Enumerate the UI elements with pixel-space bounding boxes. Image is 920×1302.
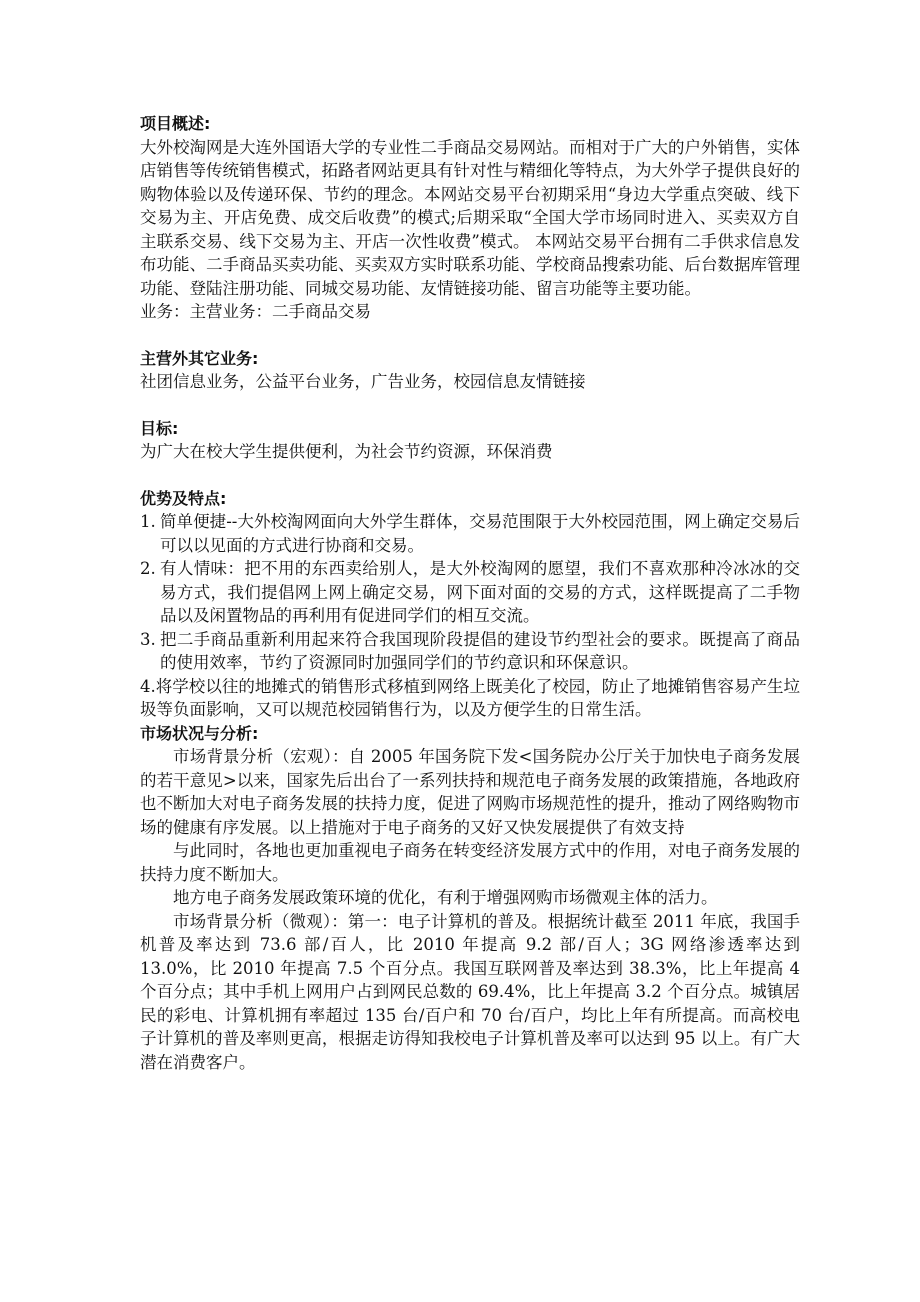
list-number: 1.: [140, 512, 156, 531]
market-heading: 市场状况与分析:: [140, 723, 259, 743]
other-business-heading: 主营外其它业务:: [140, 348, 259, 368]
other-business-body: 社团信息业务，公益平台业务，广告业务，校园信息友情链接: [140, 372, 586, 391]
list-item: [140, 510, 800, 557]
list-text: 简单便捷--大外校淘网面向大外学生群体，交易范围限于大外校园范围，网上确定交易后可以以见面的方式进行协商和交易。: [160, 512, 800, 555]
advantages-heading: 优势及特点:: [140, 488, 227, 508]
list-number: 3.: [140, 629, 156, 649]
list-item-4: 4.将学校以往的地摊式的销售形式移植到网络上既美化了校园，防止了地摊销售容易产生垃圾等负面影响，又可以规范校园销售行为，以及方便学生的日常生活。: [140, 676, 800, 719]
market-paragraph: 与此同时，各地也更加重视电子商务在转变经济发展方式中的作用，对电子商务发展的扶持力度不断加大。: [140, 841, 800, 884]
document-page: [140, 112, 800, 1074]
goal-heading: 目标:: [140, 418, 179, 438]
main-business: 业务：主营业务：二手商品交易: [140, 302, 371, 321]
overview-heading: 项目概述:: [140, 114, 211, 133]
list-text: 把二手商品重新利用起来符合我国现阶段提倡的建设节约型社会的要求。既提高了商品的使用效率，节约了资源同时加强同学们的节约意识和环保意识。: [160, 629, 800, 672]
list-text: 有人情味：把不用的东西卖给别人，是大外校淘网的愿望，我们不喜欢那种冷冰冰的交易方式，我们提倡网上网上确定交易，网下面对面的交易的方式，这样既提高了二手物品以及闲置物品的再利用有促进同学们的相互交流。: [160, 559, 800, 625]
spacer: [140, 394, 800, 417]
list-number: 2.: [140, 559, 156, 578]
overview-body: 大外校淘网是大连外国语大学的专业性二手商品交易网站。而相对于广大的户外销售，实体店销售等传统销售模式，拓路者网站更具有针对性与精细化等特点，为大外学子提供良好的购物体验以及传递环保、节约的理念。本网站交易平台初期采用“身边大学重点突破、线下交易为主、开店免费、成交后收费”的模式;后期采取“全国大学市场同时进入、买卖双方自主联系交易、线下交易为主、开店一次性收费”模式。 本网站交易平台拥有二手供求信息发布功能、二手商品买卖功能、买卖双方实时联系功能、学校商品搜索功能、后台数据库管理功能、登陆注册功能、同城交易功能、友情链接功能、留言功能等主要功能。: [140, 137, 800, 298]
spacer: [140, 464, 800, 487]
list-item: [140, 557, 800, 628]
list-item: [140, 628, 800, 675]
spacer: [140, 324, 800, 347]
market-paragraph: 地方电子商务发展政策环境的优化，有利于增强网购市场微观主体的活力。: [173, 888, 718, 907]
market-paragraph: 市场背景分析（微观）：第一：电子计算机的普及。根据统计截至 2011 年底，我国手机普及率达到 73.6 部/百人，比 2010 年提高 9.2 部/百人；3G 网络渗透率达到 13.0%，比 2010 年提高 7.5 个百分点。我国互联网普及率达到 38.3%，比上年提高 4 个百分点；其中手机上网用户占到网民总数的 69.4%，比上年提高 3.2 个百分点。城镇居民的彩电、计算机拥有率超过 135 台/百户和 70 台/百户，均比上年有所提高。而高校电子计算机的普及率则更高，根据走访得知我校电子计算机普及率可以达到 95 以上。有广大潜在消费客户。: [140, 911, 800, 1072]
goal-body: 为广大在校大学生提供便利，为社会节约资源，环保消费: [140, 442, 553, 461]
market-paragraph: 市场背景分析（宏观）：自 2005 年国务院下发<国务院办公厅关于加快电子商务发展的若干意见>以来，国家先后出台了一系列扶持和规范电子商务发展的政策措施，各地政府也不断加大对电子商务发展的扶持力度，促进了网购市场规范性的提升，推动了网络购物市场的健康有序发展。以上措施对于电子商务的又好又快发展提供了有效支持: [140, 747, 800, 837]
